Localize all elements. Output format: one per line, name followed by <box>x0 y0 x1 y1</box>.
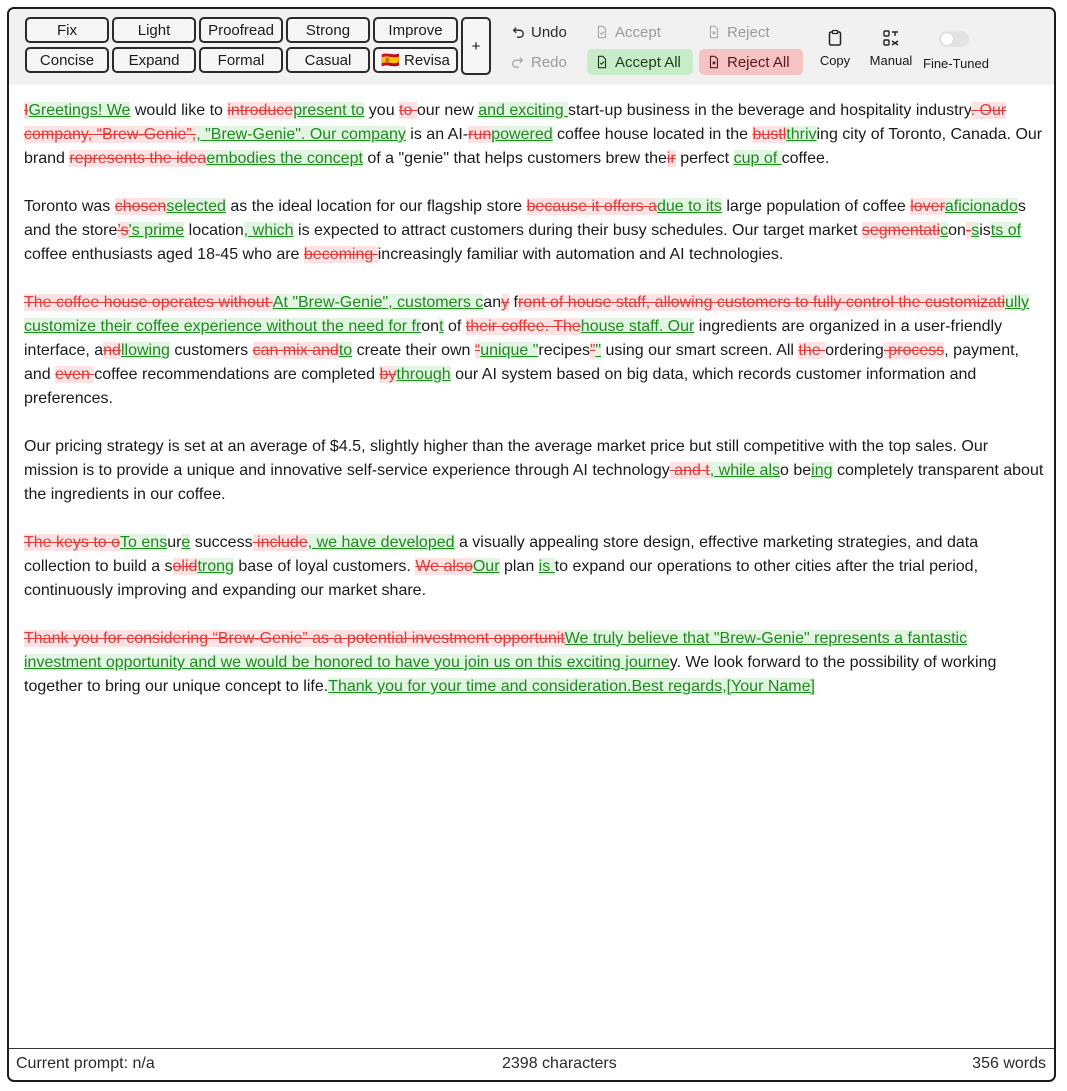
file-x-icon <box>707 55 721 69</box>
inserted-text[interactable]: c <box>940 222 949 239</box>
accept-all-label: Accept All <box>615 53 681 71</box>
paragraph[interactable] <box>24 531 1044 603</box>
concise-button[interactable]: Concise <box>25 47 109 73</box>
add-preset-button[interactable]: + <box>461 17 491 75</box>
text-run: a visually appealing store design, effective marketing strategies, and data collection to build a s <box>24 534 979 575</box>
text-run: ordering <box>825 342 884 359</box>
text-run: recipes <box>538 342 590 359</box>
expand-button[interactable]: Expand <box>112 47 196 73</box>
deleted-text[interactable]: I <box>24 102 29 119</box>
text-run: using our smart screen. All <box>601 342 799 359</box>
text-run: y. We look forward to the possibility of working together to bring our unique concept to life. <box>24 654 997 695</box>
improve-button[interactable]: Improve <box>373 17 458 43</box>
text-run: coffee. <box>781 150 830 167</box>
deleted-text[interactable]: The keys to o <box>24 534 121 551</box>
deleted-text[interactable]: y <box>501 294 510 311</box>
text-run: you <box>364 102 400 119</box>
text-run: as the ideal location for our flagship store <box>225 198 527 215</box>
deleted-text[interactable]: include <box>252 534 308 551</box>
file-x-icon <box>707 25 721 39</box>
text-run: increasingly familiar with automation and AI technologies. <box>377 246 784 263</box>
inserted-text[interactable]: , which <box>243 222 294 239</box>
text-run: start-up business in the beverage and hospitality industry <box>568 102 971 119</box>
deleted-text[interactable]: . Our company, “Brew-Genie”, <box>24 102 1007 143</box>
inserted-text[interactable]: At "Brew-Genie", customers c <box>272 294 484 311</box>
text-run: create their own <box>352 342 475 359</box>
inserted-text[interactable]: unique " <box>480 342 539 359</box>
deleted-text[interactable]: nd <box>103 342 121 359</box>
reject-all-label: Reject All <box>727 53 790 71</box>
text-run: Our pricing strategy is set at an average of $4.5, slightly higher than the average market price but still competitive with the top sales. Our mission is to provide a unique and innovative self-service experience through AI technology <box>24 438 989 479</box>
deleted-text[interactable]: olid <box>172 558 198 575</box>
deleted-text[interactable]: bustl <box>752 126 787 143</box>
inserted-text[interactable]: and exciting <box>478 102 569 119</box>
text-run: base of loyal customers. <box>233 558 416 575</box>
formal-button[interactable]: Formal <box>199 47 283 73</box>
deleted-text[interactable]: segmentati <box>861 222 941 239</box>
deleted-text[interactable]: process <box>883 342 945 359</box>
text-run: is expected to attract customers during their busy schedules. Our target market <box>293 222 862 239</box>
reject-label: Reject <box>727 23 770 41</box>
redo-icon <box>511 55 525 69</box>
deleted-text[interactable]: the <box>798 342 826 359</box>
text-run: ur <box>167 534 182 551</box>
text-run: coffee recommendations are completed <box>94 366 380 383</box>
character-count: 2398 characters <box>502 1055 617 1072</box>
text-run: Toronto was <box>24 198 115 215</box>
text-run: ing city of Toronto, Canada. Our brand <box>24 126 1043 167</box>
reject-all-button[interactable] <box>699 49 803 75</box>
light-button[interactable]: Light <box>112 17 196 43</box>
manual-label: Manual <box>869 53 913 68</box>
text-run: of <box>443 318 466 335</box>
inserted-text[interactable]: aficionado <box>944 198 1018 215</box>
deleted-text[interactable]: ” <box>589 342 596 359</box>
text-run: coffee house located in the <box>552 126 753 143</box>
text-run: to expand our operations to other cities after the trial period, continuously improving and expanding our market share. <box>24 558 979 599</box>
text-run: , payment, and <box>24 342 1019 383</box>
text-run: coffee enthusiasts aged 18-45 who are <box>24 246 304 263</box>
fine-tuned-label: Fine-Tuned <box>923 56 989 71</box>
text-run: on <box>948 222 966 239</box>
manual-edit-icon <box>882 29 900 47</box>
deleted-text[interactable]: by <box>379 366 397 383</box>
text-run: an <box>483 294 502 311</box>
text-run: plan <box>499 558 539 575</box>
deleted-text[interactable]: to <box>399 102 417 119</box>
inserted-text[interactable]: cup of <box>733 150 782 167</box>
undo-label: Undo <box>531 23 567 41</box>
paragraph[interactable] <box>24 627 1044 699</box>
copy-button[interactable] <box>809 17 861 75</box>
inserted-text[interactable]: house staff. Our <box>580 318 695 335</box>
copy-label: Copy <box>819 53 851 68</box>
file-check-icon <box>595 25 609 39</box>
fine-tuned-toggle[interactable] <box>939 31 969 47</box>
inserted-text[interactable]: , "Brew-Genie". Our company <box>196 126 406 143</box>
deleted-text[interactable]: ir <box>666 150 676 167</box>
text-run: ingredients are organized in a user-friendly interface, a <box>24 318 1003 359</box>
paragraph[interactable] <box>24 435 1044 507</box>
inserted-text[interactable]: through <box>396 366 451 383</box>
word-count: 356 words <box>972 1055 1046 1072</box>
accept-all-button[interactable] <box>587 49 693 75</box>
deleted-text[interactable]: their coffee. The <box>465 318 581 335</box>
text-run: s and the store <box>24 198 1026 239</box>
deleted-text[interactable]: and t <box>669 462 710 479</box>
inserted-text[interactable]: " <box>595 342 601 359</box>
deleted-text[interactable]: - <box>965 222 972 239</box>
deleted-text[interactable]: represents the idea <box>69 150 207 167</box>
deleted-text[interactable]: chosen <box>114 198 167 215</box>
text-run: our new <box>416 102 479 119</box>
deleted-text[interactable]: The coffee house operates without <box>24 294 273 311</box>
deleted-text[interactable]: ront of house staff, allowing customers to fully control the customizati <box>517 294 1006 311</box>
inserted-text[interactable]: powered <box>491 126 553 143</box>
inserted-text[interactable]: is <box>538 558 555 575</box>
inserted-text[interactable]: ts of <box>990 222 1022 239</box>
inserted-text[interactable]: e <box>181 534 191 551</box>
revisa-button[interactable]: 🇪🇸 Revisa <box>373 47 458 73</box>
text-run: of a "genie" that helps customers brew the <box>362 150 667 167</box>
text-run: customers <box>169 342 253 359</box>
deleted-text[interactable]: ’s <box>117 222 129 239</box>
inserted-text[interactable]: To ens <box>120 534 168 551</box>
text-run: o be <box>780 462 812 479</box>
manual-button[interactable] <box>865 17 917 75</box>
inserted-text[interactable]: , while als <box>709 462 780 479</box>
undo-icon <box>511 25 525 39</box>
inserted-text[interactable]: thriv <box>786 126 817 143</box>
document-body[interactable] <box>24 99 1044 1049</box>
text-run: completely transparent about the ingredients in our coffee. <box>24 462 1044 503</box>
paragraph[interactable] <box>24 99 1044 171</box>
deleted-text[interactable]: We also <box>415 558 473 575</box>
accept-button[interactable] <box>587 19 693 45</box>
text-run: would like to <box>130 102 228 119</box>
inserted-text[interactable]: present to <box>293 102 365 119</box>
paragraph[interactable] <box>24 195 1044 267</box>
inserted-text[interactable]: llowing <box>120 342 170 359</box>
casual-button[interactable]: Casual <box>286 47 370 73</box>
inserted-text[interactable]: trong <box>197 558 234 575</box>
text-run: is <box>979 222 991 239</box>
deleted-text[interactable]: even <box>55 366 95 383</box>
text-run: on <box>421 318 440 335</box>
text-run: perfect <box>675 150 734 167</box>
undo-button[interactable] <box>503 19 579 45</box>
deleted-text[interactable]: because it offers a <box>526 198 657 215</box>
inserted-text[interactable]: Thank you for your time and consideration.Best regards,[Your Name] <box>328 678 815 695</box>
paragraph[interactable] <box>24 291 1044 411</box>
inserted-text[interactable]: Greetings! We <box>28 102 131 119</box>
redo-button[interactable] <box>503 49 579 75</box>
deleted-text[interactable]: “ <box>474 342 481 359</box>
text-run: f <box>509 294 518 311</box>
text-run: location <box>184 222 244 239</box>
inserted-text[interactable]: Our <box>472 558 500 575</box>
inserted-text[interactable]: due to its <box>656 198 722 215</box>
accept-label: Accept <box>615 23 661 41</box>
inserted-text[interactable]: to <box>338 342 353 359</box>
deleted-text[interactable]: lover <box>910 198 945 215</box>
inserted-text[interactable]: embodies the concept <box>206 150 363 167</box>
deleted-text[interactable]: introduce <box>227 102 294 119</box>
toolbar <box>9 9 1054 85</box>
inserted-text[interactable]: ully customize their coffee experience without the need for fr <box>24 294 1030 335</box>
reject-button[interactable] <box>699 19 803 45</box>
inserted-text[interactable]: s <box>971 222 980 239</box>
inserted-text[interactable]: t <box>439 318 444 335</box>
editor-window <box>7 7 1056 1082</box>
deleted-text[interactable]: run <box>468 126 492 143</box>
deleted-text[interactable]: Thank you for considering “Brew-Genie” as a potential investment opportunit <box>24 630 565 647</box>
text-run: is an AI- <box>405 126 469 143</box>
deleted-text[interactable]: becoming <box>303 246 378 263</box>
text-run: our AI system based on big data, which records customer information and preferences. <box>24 366 977 407</box>
clipboard-icon <box>826 29 844 47</box>
redo-label: Redo <box>531 53 567 71</box>
deleted-text[interactable]: can mix and <box>252 342 339 359</box>
fix-button[interactable]: Fix <box>25 17 109 43</box>
text-run: large population of coffee <box>721 198 911 215</box>
inserted-text[interactable]: ing <box>811 462 833 479</box>
inserted-text[interactable]: 's prime <box>128 222 185 239</box>
inserted-text[interactable]: We truly believe that "Brew-Genie" represents a fantastic investment opportunity and we would be honored to have you join us on this exciting journe <box>24 630 968 671</box>
current-prompt: Current prompt: n/a <box>16 1055 155 1072</box>
strong-button[interactable]: Strong <box>286 17 370 43</box>
inserted-text[interactable]: , we have developed <box>307 534 455 551</box>
file-check-icon <box>595 55 609 69</box>
status-bar <box>9 1048 1054 1080</box>
proofread-button[interactable]: Proofread <box>199 17 283 43</box>
inserted-text[interactable]: selected <box>166 198 226 215</box>
text-run: success <box>190 534 253 551</box>
